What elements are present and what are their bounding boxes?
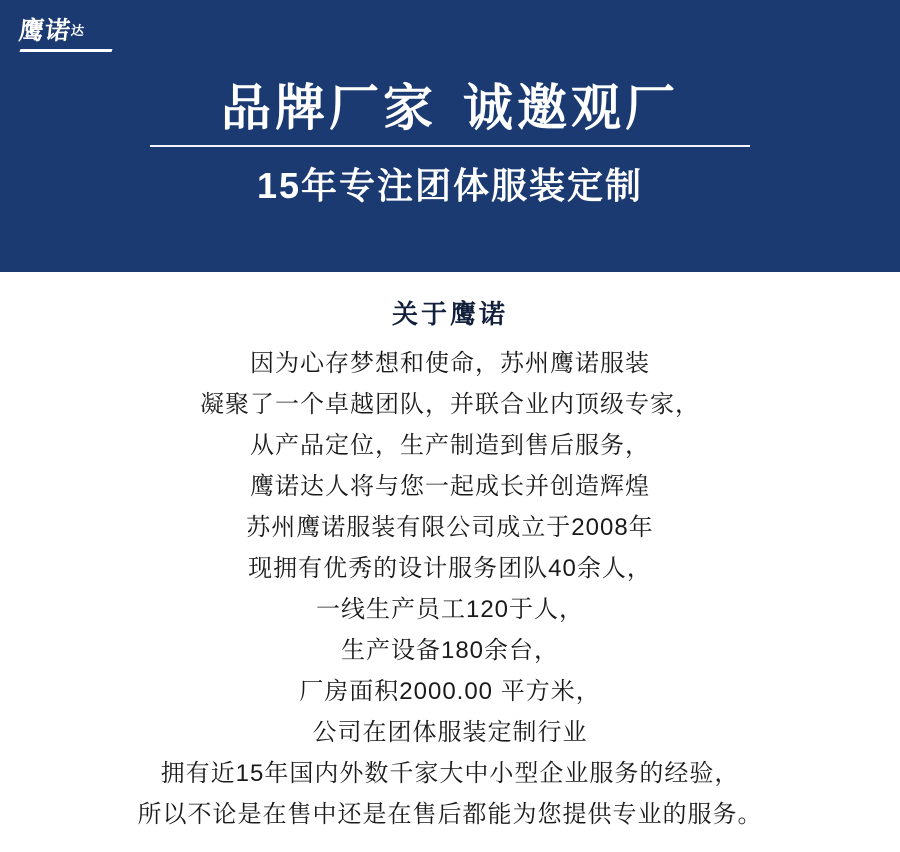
banner-title-left: 品牌厂家: [221, 80, 437, 136]
banner-title: [0, 68, 900, 140]
about-body: [0, 343, 900, 835]
about-line: 拥有近15年国内外数千家大中小型企业服务的经验，: [160, 760, 740, 787]
about-line: 一线生产员工120于人，: [315, 596, 585, 623]
section-title: 关于鹰诺: [391, 299, 508, 329]
about-line: 所以不论是在售中还是在售后都能为您提供专业的服务。: [137, 801, 763, 828]
about-line: 鹰诺达人将与您一起成长并创造辉煌: [250, 473, 650, 500]
about-line: 凝聚了一个卓越团队，并联合业内顶级专家，: [200, 391, 700, 418]
about-line: 苏州鹰诺服装有限公司成立于2008年: [246, 514, 654, 541]
banner-title-right: 诚邀观厂: [463, 80, 679, 136]
about-line: 因为心存梦想和使命，苏州鹰诺服装: [250, 350, 650, 377]
brand-logo-subtext: 达: [70, 23, 85, 38]
about-line: 生产设备180余台，: [340, 637, 560, 664]
about-line: 现拥有优秀的设计服务团队40余人，: [248, 555, 652, 582]
brand-logo: [15, 16, 130, 64]
about-section: [0, 272, 900, 835]
brand-logo-text: 鹰诺: [17, 18, 73, 45]
hero-banner: [0, 0, 900, 272]
banner-divider: [150, 145, 750, 147]
about-line: 从产品定位，生产制造到售后服务，: [250, 432, 650, 459]
about-line: 公司在团体服装定制行业: [312, 719, 588, 746]
brand-logo-underline-icon: [19, 49, 112, 52]
about-line: 厂房面积2000.00 平方米，: [299, 678, 601, 705]
banner-subtitle: 15年专注团体服装定制: [256, 165, 644, 206]
